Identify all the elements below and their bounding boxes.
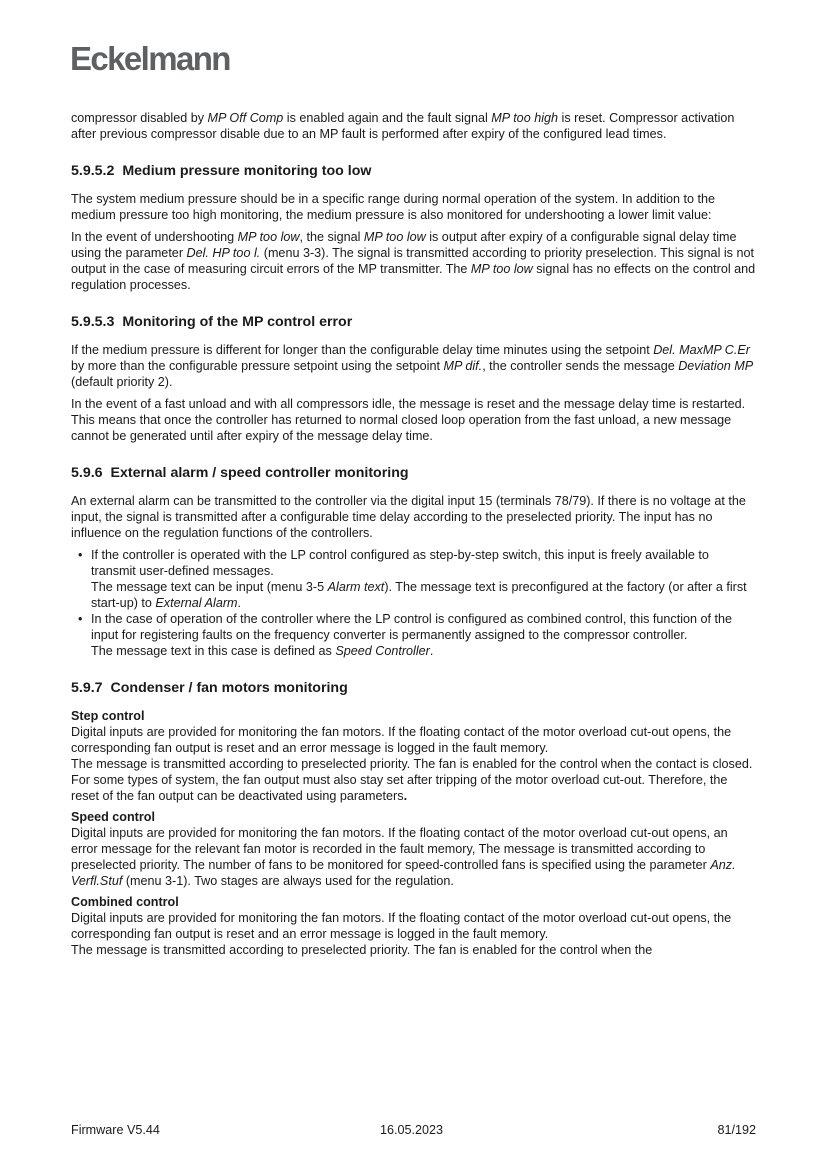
intro-paragraph: compressor disabled by MP Off Comp is enabled again and the fault signal MP too high is reset. Compressor activation after previous compressor disable due to an MP fault is performed after expiry of the configured lead times.	[71, 111, 735, 141]
paragraph: In the event of a fast unload and with all compressors idle, the message is reset and the message delay time is restarted. This means that once the controller has returned to normal closed loop operation from the fast unload, a new message cannot be generated until after expiry of the message delay time.	[71, 397, 746, 443]
section-heading-5-9-6: 5.9.6 External alarm / speed controller monitoring	[71, 465, 409, 481]
paragraph: Digital inputs are provided for monitoring the fan motors. If the floating contact of the motor overload cut-out opens, an error message for the relevant fan motor is recorded in the fault memory, The message is transmitted according to preselected priority. The number of fans to be monitored for speed-controlled fans is specified using the parameter Anz. Verfl.Stuf (menu 3-1). Two stages are always used for the regulation.	[71, 826, 736, 888]
footer-date: 16.05.2023	[380, 1123, 444, 1137]
paragraph: The message is transmitted according to preselected priority. The fan is enabled for the control when the	[71, 943, 653, 957]
subheading: Combined control	[71, 895, 179, 909]
paragraph: In the event of undershooting MP too low, the signal MP too low is output after expiry of a configurable signal delay time using the parameter Del. HP too l. (menu 3-3). The signal is transmitted according to priority preselection. This signal is not output in the case of measuring circuit errors of the MP transmitter. The MP too low signal has no effects on the control and regulation processes.	[71, 230, 756, 292]
paragraph: If the medium pressure is different for longer than the configurable delay time minutes using the setpoint Del. MaxMP C.Er by more than the configurable pressure setpoint using the setpoint MP dif., the controller sends the message Deviation MP (default priority 2).	[71, 343, 754, 389]
eckelmann-logo: Eckelmann	[70, 40, 230, 77]
paragraph: The system medium pressure should be in a specific range during normal operation of the system. In addition to the medium pressure too high monitoring, the medium pressure is also monitored for undershooting a lower limit value:	[71, 192, 716, 222]
combined-control-block	[71, 894, 757, 958]
section-heading-5-9-5-2: 5.9.5.2 Medium pressure monitoring too low	[71, 163, 372, 179]
paragraph: The message is transmitted according to preselected priority. The fan is enabled for the control when the contact is closed. For some types of system, the fan output must also stay set after tripping of the motor overload cut-out. Therefore, the reset of the fan output can be deactivated using parameters.	[71, 757, 753, 803]
paragraph: Digital inputs are provided for monitoring the fan motors. If the floating contact of the motor overload cut-out opens, the corresponding fan output is reset and an error message is logged in the fault memory.	[71, 725, 732, 755]
step-control-block	[71, 708, 757, 804]
page-content	[71, 110, 757, 963]
section-heading-5-9-5-3: 5.9.5.3 Monitoring of the MP control error	[71, 314, 353, 330]
list-item: • If the controller is operated with the LP control configured as step-by-step switch, this input is freely available to transmit user-defined messages. The message text can be input (menu 3-5 Alarm text). The message text is preconfigured at the factory (or after a first start-up) to External Alarm.	[71, 547, 757, 611]
list-item: • In the case of operation of the controller where the LP control is configured as combined control, this function of the input for registering faults on the frequency converter is permanently assigned to the compressor controller. The message text in this case is defined as Speed Controller.	[71, 611, 757, 659]
footer-firmware: Firmware V5.44	[71, 1123, 160, 1137]
section-heading-5-9-7: 5.9.7 Condenser / fan motors monitoring	[71, 680, 348, 696]
bullet-list	[71, 547, 757, 659]
paragraph: Digital inputs are provided for monitoring the fan motors. If the floating contact of the motor overload cut-out opens, the corresponding fan output is reset and an error message is logged in the fault memory.	[71, 911, 732, 941]
paragraph: An external alarm can be transmitted to the controller via the digital input 15 (terminals 78/79). If there is no voltage at the input, the signal is transmitted after a configurable time delay according to the preselected priority. The input has no influence on the regulation functions of the controllers.	[71, 494, 746, 540]
subheading: Speed control	[71, 810, 155, 824]
subheading: Step control	[71, 709, 145, 723]
speed-control-block	[71, 809, 757, 889]
footer-page-number: 81/192	[717, 1123, 756, 1137]
